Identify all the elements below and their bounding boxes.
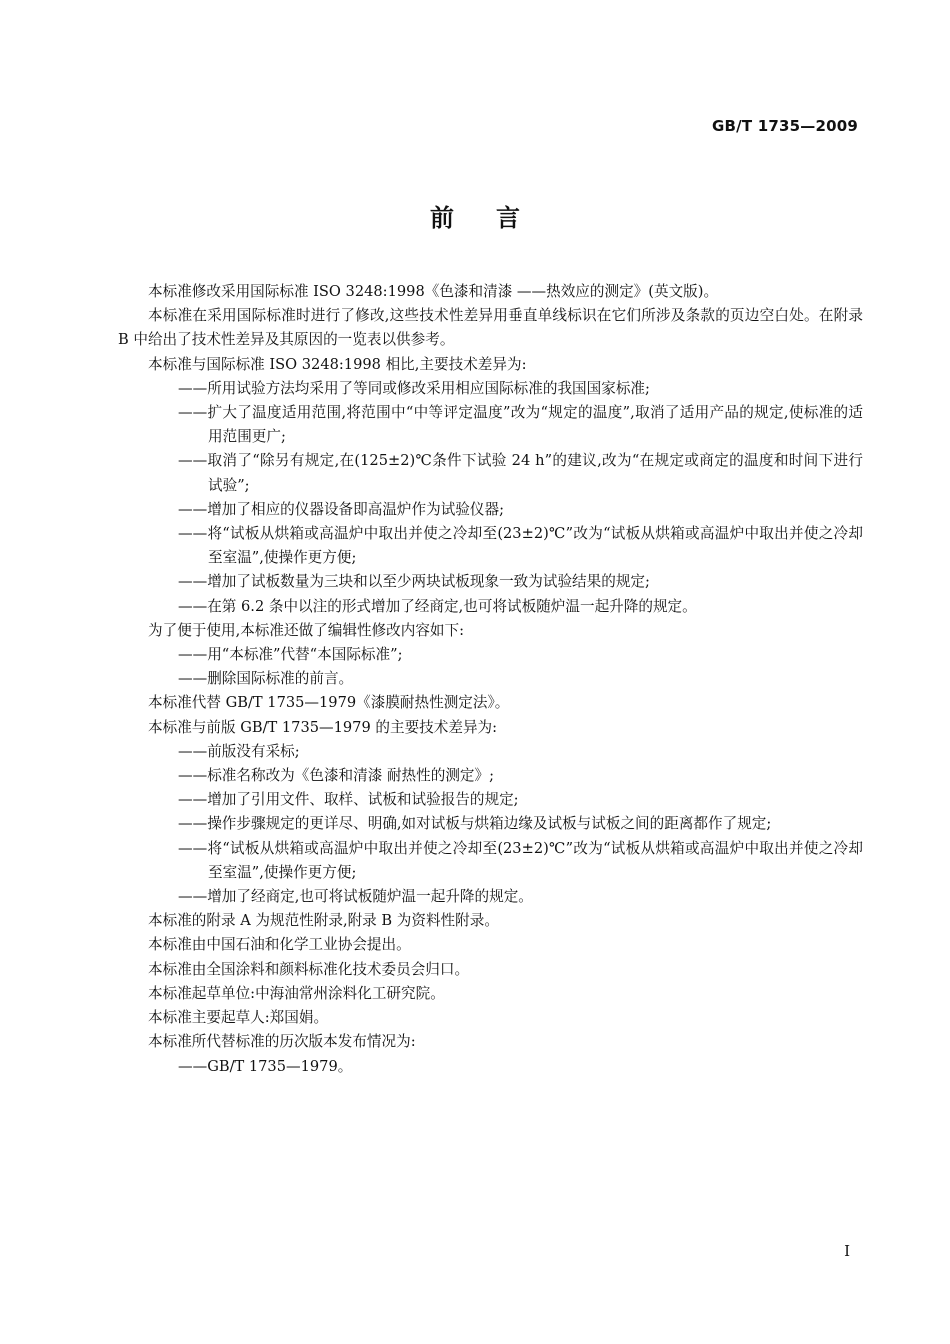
page-title: 前言 bbox=[430, 204, 562, 232]
list-item: ——操作步骤规定的更详尽、明确,如对试板与烘箱边缘及试板与试板之间的距离都作了规定; bbox=[178, 815, 772, 833]
list-item: ——增加了试板数量为三块和以至少两块试板现象一致为试验结果的规定; bbox=[178, 573, 650, 591]
paragraph: 本标准在采用国际标准时进行了修改,这些技术性差异用垂直单线标识在它们所涉及条款的页边空白处。在附录 B 中给出了技术性差异及其原因的一览表以供参考。 bbox=[118, 307, 863, 349]
list-item: ——扩大了温度适用范围,将范围中“中等评定温度”改为“规定的温度”,取消了适用产品的规定,使标准的适用范围更广; bbox=[178, 404, 863, 446]
paragraph: 本标准主要起草人:郑国娟。 bbox=[148, 1009, 329, 1027]
paragraph: 本标准代替 GB/T 1735—1979《漆膜耐热性测定法》。 bbox=[148, 694, 510, 712]
list-item: ——GB/T 1735—1979。 bbox=[178, 1057, 353, 1075]
list-item: ——用“本标准”代替“本国际标准”; bbox=[178, 646, 403, 664]
list-item: ——前版没有采标; bbox=[178, 742, 300, 760]
list-item: ——将“试板从烘箱或高温炉中取出并使之冷却至(23±2)℃”改为“试板从烘箱或高温炉中取出并使之冷却至室温”,使操作更方便; bbox=[178, 525, 863, 567]
paragraph: 本标准与国际标准 ISO 3248:1998 相比,主要技术差异为: bbox=[148, 355, 527, 373]
standard-code: GB/T 1735—2009 bbox=[712, 117, 858, 135]
list-item: ——所用试验方法均采用了等同或修改采用相应国际标准的我国国家标准; bbox=[178, 379, 650, 397]
paragraph: 本标准由全国涂料和颜料标准化技术委员会归口。 bbox=[148, 960, 470, 978]
list-item: ——删除国际标准的前言。 bbox=[178, 670, 354, 688]
list-item: ——将“试板从烘箱或高温炉中取出并使之冷却至(23±2)℃”改为“试板从烘箱或高温炉中取出并使之冷却至室温”,使操作更方便; bbox=[178, 839, 863, 881]
paragraph: 本标准的附录 A 为规范性附录,附录 B 为资料性附录。 bbox=[148, 912, 499, 930]
list-item: ——在第 6.2 条中以注的形式增加了经商定,也可将试板随炉温一起升降的规定。 bbox=[178, 597, 697, 615]
page-number: I bbox=[844, 1242, 850, 1260]
list-item: ——增加了经商定,也可将试板随炉温一起升降的规定。 bbox=[178, 888, 533, 906]
paragraph: 为了便于使用,本标准还做了编辑性修改内容如下: bbox=[148, 621, 465, 639]
paragraph: 本标准修改采用国际标准 ISO 3248:1998《色漆和清漆 ——热效应的测定》(英文版)。 bbox=[148, 283, 719, 300]
paragraph: 本标准所代替标准的历次版本发布情况为: bbox=[148, 1033, 416, 1051]
list-item: ——取消了“除另有规定,在(125±2)℃条件下试验 24 h”的建议,改为“在规定或商定的温度和时间下进行试验”; bbox=[178, 452, 863, 494]
paragraph: 本标准由中国石油和化学工业协会提出。 bbox=[148, 936, 411, 954]
list-item: ——增加了引用文件、取样、试板和试验报告的规定; bbox=[178, 791, 519, 809]
document-body bbox=[118, 280, 863, 1079]
list-item: ——标准名称改为《色漆和清漆 耐热性的测定》; bbox=[178, 767, 495, 785]
paragraph: 本标准起草单位:中海油常州涂料化工研究院。 bbox=[148, 984, 445, 1002]
paragraph: 本标准与前版 GB/T 1735—1979 的主要技术差异为: bbox=[148, 718, 498, 736]
list-item: ——增加了相应的仪器设备即高温炉作为试验仪器; bbox=[178, 500, 504, 518]
